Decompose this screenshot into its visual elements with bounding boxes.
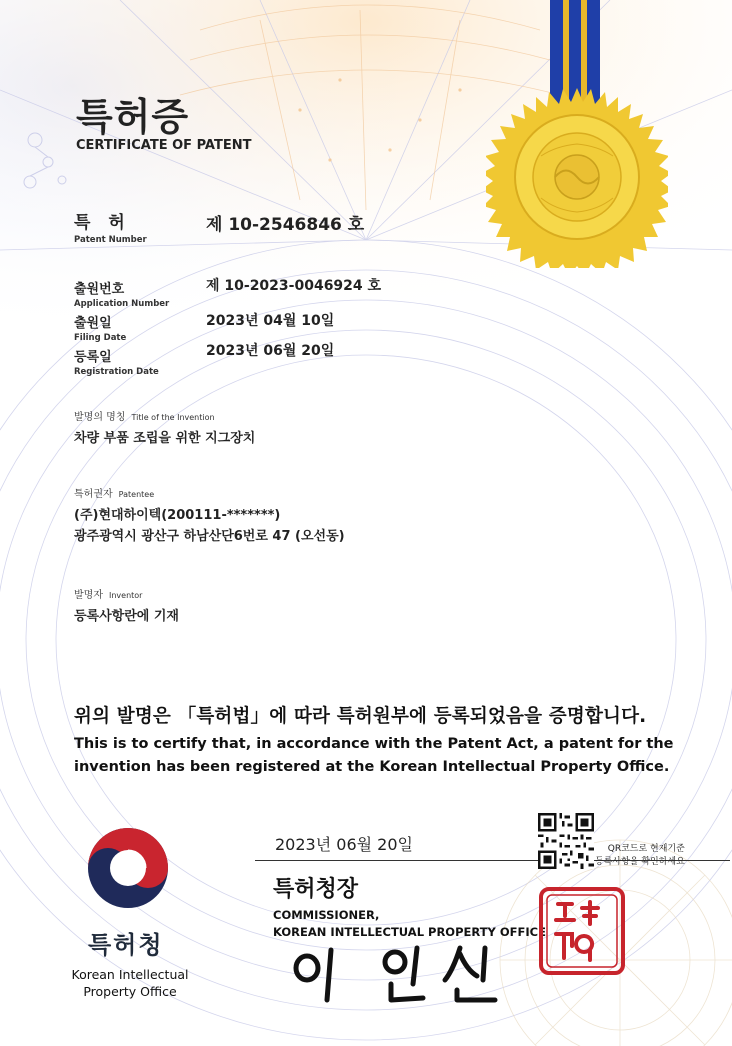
kipo-name-ko: 특허청	[88, 931, 164, 959]
official-red-stamp	[538, 886, 626, 976]
certificate-title-ko: 특허증	[76, 95, 190, 139]
commissioner-title-en-line1: COMMISSIONER,	[273, 908, 380, 922]
application-number-label-ko: 출원번호	[74, 282, 125, 297]
patentee-label-ko: 특허권자	[74, 489, 113, 500]
filing-date-label-ko: 출원일	[74, 316, 112, 331]
kipo-name-en-line1: Korean Intellectual	[71, 967, 189, 982]
application-number-value: 제 10-2023-0046924 호	[206, 278, 382, 294]
kipo-name-en-line2: Property Office	[83, 984, 177, 999]
qr-caption-line2: 등록사항을 확인하세요	[595, 857, 685, 867]
patent-number-label	[74, 208, 147, 245]
commissioner-title-ko: 특허청장	[273, 877, 359, 902]
invention-label-ko: 발명의 명칭	[74, 412, 126, 423]
gold-seal-emblem	[486, 86, 668, 268]
application-number-label-en: Application Number	[74, 299, 170, 309]
invention-section	[74, 408, 255, 449]
kipo-name-en	[60, 966, 200, 1000]
qr-caption-line1: QR코드로 현재기준	[607, 844, 685, 854]
patent-number-label-ko: 특 허	[74, 213, 131, 233]
issue-date: 2023년 06월 20일	[275, 835, 413, 854]
inventor-value: 등록사항란에 기재	[74, 609, 179, 624]
filing-date-label	[74, 312, 126, 343]
qr-caption	[595, 843, 685, 869]
commissioner-title-en	[273, 907, 546, 941]
patentee-address: 광주광역시 광산구 하남산단6번로 47 (오선동)	[74, 529, 345, 544]
patent-number-label-en: Patent Number	[74, 235, 147, 245]
inventor-label-en: Inventor	[108, 591, 143, 600]
invention-title-value: 차량 부품 조립을 위한 지그장치	[74, 431, 256, 446]
patentee-label-en: Patentee	[118, 490, 155, 499]
certification-statement-ko: 위의 발명은 「특허법」에 따라 특허원부에 등록되었음을 증명합니다.	[74, 706, 647, 727]
patentee-name: (주)현대하이텍(200111-*******)	[74, 508, 281, 523]
registration-date-value: 2023년 06월 20일	[206, 343, 335, 359]
application-number-label	[74, 278, 169, 309]
patentee-label	[74, 485, 345, 500]
patentee-section	[74, 485, 345, 547]
commissioner-title-en-line2: KOREAN INTELLECTUAL PROPERTY OFFICE	[273, 925, 546, 939]
commissioner-signature	[285, 940, 515, 1010]
inventor-label	[74, 586, 179, 601]
certificate-title-en: CERTIFICATE OF PATENT	[76, 138, 252, 153]
inventor-label-ko: 발명자	[74, 590, 103, 601]
certification-statement-en: This is to certify that, in accordance with the Patent Act, a patent for the invention has been registered at the Korean Intellectual Property Office.	[74, 736, 674, 775]
filing-date-label-en: Filing Date	[74, 333, 127, 343]
invention-label-en: Title of the Invention	[131, 413, 215, 422]
kipo-taegeuk-logo	[85, 825, 171, 911]
filing-date-value: 2023년 04월 10일	[206, 313, 335, 329]
registration-date-label-en: Registration Date	[74, 367, 159, 377]
qr-code[interactable]	[538, 813, 594, 869]
registration-date-label	[74, 346, 159, 377]
invention-label	[74, 408, 255, 423]
patent-number-value: 제 10-2546846 호	[206, 215, 365, 235]
inventor-section	[74, 586, 179, 627]
registration-date-label-ko: 등록일	[74, 350, 112, 365]
